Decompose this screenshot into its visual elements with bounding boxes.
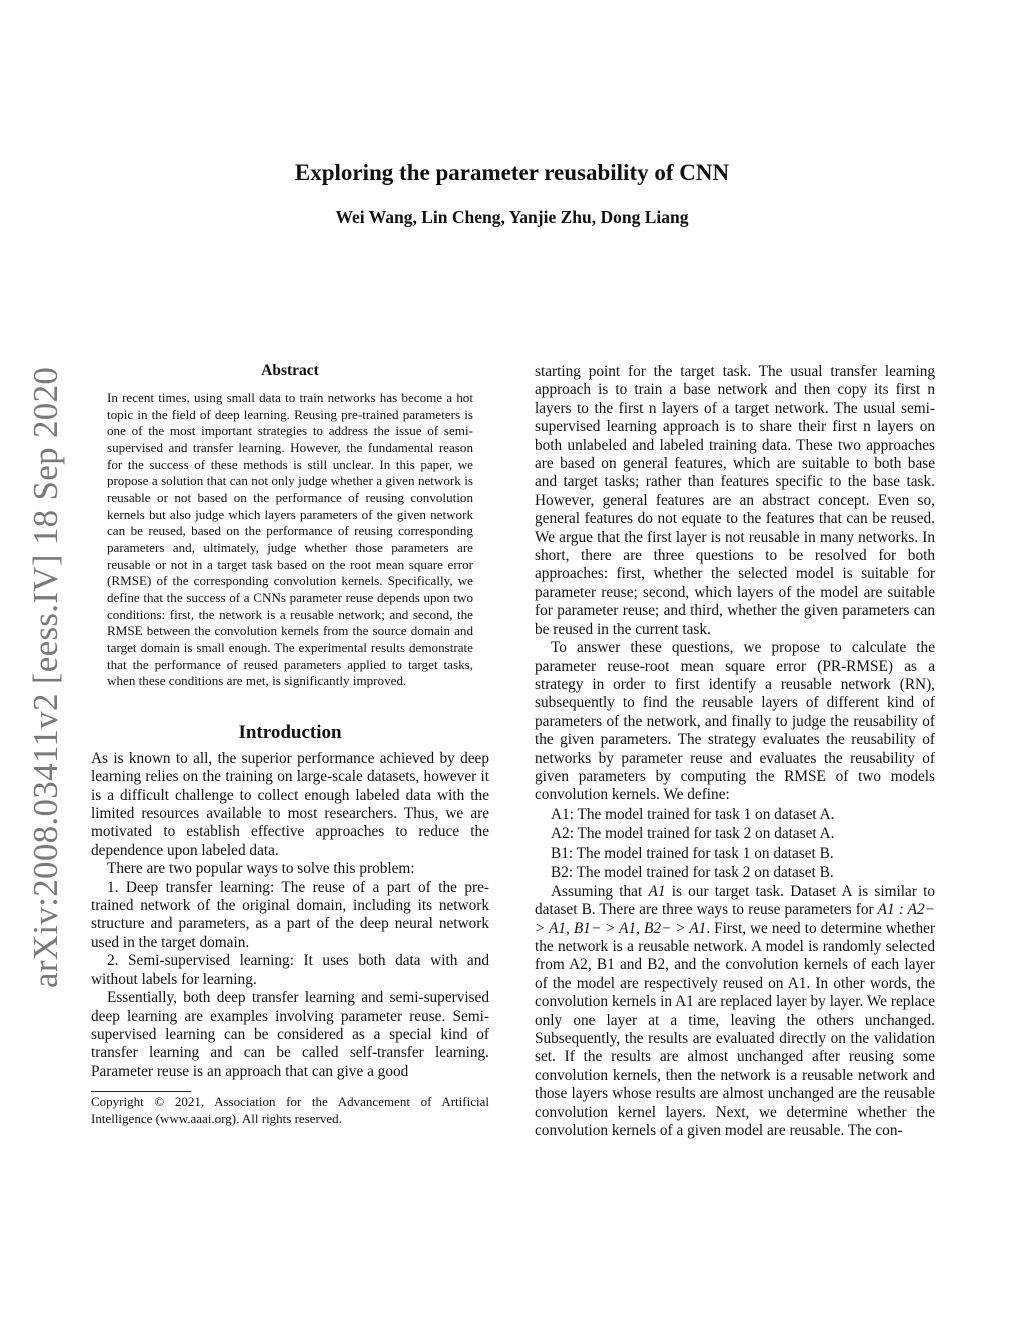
paragraph-text: Assuming that	[551, 882, 649, 900]
definition-list	[535, 805, 935, 883]
abstract-heading: Abstract	[261, 362, 319, 379]
left-column	[91, 362, 489, 1127]
intro-paragraph-5: Essentially, both deep transfer learning and semi-supervised deep learning are examples involving parameter reuse. Semi-supervised learning can be considered as a special kind of transfer learning and can be called self-transfer learning. Parameter reuse is an approach that can give a good	[91, 989, 489, 1080]
abstract-text: In recent times, using small data to train networks has become a hot topic in the field of deep learning. Reusing pre-trained parameters is one of the most important strategies to address the issue of semi-supervised and transfer learning. However, the fundamental reason for the success of these methods is still unclear. In this paper, we propose a solution that can not only judge whether a given network is reusable or not based on the performance of reusing convolution kernels but also judge which layers parameters of the given network can be reused, based on the performance of reusing corresponding parameters and, ultimately, judge whether those parameters are reusable or not in a target task based on the root mean square error (RMSE) of the corresponding convolution kernels. Specifically, we define that the success of a CNNs parameter reuse depends upon two conditions: first, the network is a reusable network; and second, the RMSE between the convolution kernels from the source domain and target domain is small enough. The experimental results demonstrate that the performance of reused parameters applied to target tasks, when these conditions are met, is significantly improved.	[107, 390, 473, 689]
body-paragraph-2: To answer these questions, we propose to calculate the parameter reuse-root mean square error (PR-RMSE) as a strategy in order to first identify a reusable network (RN), subsequently to find the reusable layers of different kind of parameters of the network, and finally to judge the reusability of the given parameters. The strategy evaluates the reusability of networks by parameter reuse and evaluates the reusability of given parameters by computing the RMSE of two models convolution kernels. We define:	[535, 639, 935, 804]
math-expression: A1	[648, 882, 666, 900]
definition-item: B2: The model trained for task 2 on dataset B.	[551, 864, 834, 882]
abstract-section	[107, 362, 473, 690]
definition-item: A1: The model trained for task 1 on dataset A.	[551, 805, 835, 823]
author-list: Wei Wang, Lin Cheng, Yanjie Zhu, Dong Liang	[335, 207, 689, 227]
intro-paragraph-4: 2. Semi-supervised learning: It uses both data with and without labels for learning.	[91, 952, 489, 988]
intro-paragraph-3: 1. Deep transfer learning: The reuse of a part of the pre-trained network of the original domain, including its network structure and parameters, as a part of the deep neural network used in the target domain.	[91, 878, 489, 951]
paragraph-text: . First, we need to determine whether the network is a reusable network. A model is randomly selected from A2, B1 and B2, and the convolution kernels of each layer of the model are respectively reused on A1. In other words, the convolution kernels in A1 are replaced layer by layer. We replace only one layer at a time, leaving the others unchanged. Subsequently, the results are evaluated directly on the validation set. If the results are almost unchanged after reusing some convolution kernels, then the network is a reusable network and those layers whose results are almost unchanged are the reusable convolution kernel layers. Next, we determine whether the convolution kernels of a given model are reusable. The con-	[535, 919, 935, 1140]
paper-title: Exploring the parameter reusability of CNN	[294, 160, 730, 185]
intro-paragraph-2: There are two popular ways to solve this problem:	[107, 860, 415, 878]
definition-item: B1: The model trained for task 1 on dataset B.	[551, 844, 834, 862]
paragraph-text: is our target task. Dataset A is similar to dataset B. There are three ways to reuse parameters for	[535, 882, 935, 919]
right-column	[535, 363, 935, 1140]
body-paragraph-1: starting point for the target task. The usual transfer learning approach is to train a base network and then copy its first n layers to the first n layers of a target network. The usual semi-supervised learning approach is to share their first n layers on both unlabeled and labeled training data. These two approaches are based on general features, which are suitable to both base and target tasks; rather than features specific to the base task. However, general features are an abstract concept. Even so, general features do not equate to the features that can be reused. We argue that the first layer is not reusable in many networks. In short, there are three questions to be resolved for both approaches: first, whether the selected model is suitable for parameter reuse; second, which layers of the model are suitable for parameter reuse; and third, whether the given parameters can be reused in the current task.	[535, 363, 935, 638]
intro-paragraph-1: As is known to all, the superior performance achieved by deep learning relies on the training on large-scale datasets, however it is a difficult challenge to collect enough labeled data with the limited resources available to most researchers. Thus, we are motivated to establish effective approaches to reduce the dependence upon labeled data.	[91, 749, 489, 859]
definition-item: A2: The model trained for task 2 on dataset A.	[551, 825, 835, 843]
math-expression: A1 : A2− > A1, B1− > A1, B2− > A1	[535, 901, 935, 937]
arxiv-identifier: arXiv:2008.03411v2 [eess.IV] 18 Sep 2020	[26, 366, 65, 988]
body-paragraph-3	[535, 883, 935, 1141]
footnote-divider	[91, 1091, 191, 1092]
introduction-heading: Introduction	[238, 721, 342, 743]
copyright-footnote: Copyright © 2021, Association for the Advancement of Artificial Intelligence (www.aaai.org). All rights reserved.	[91, 1094, 489, 1126]
